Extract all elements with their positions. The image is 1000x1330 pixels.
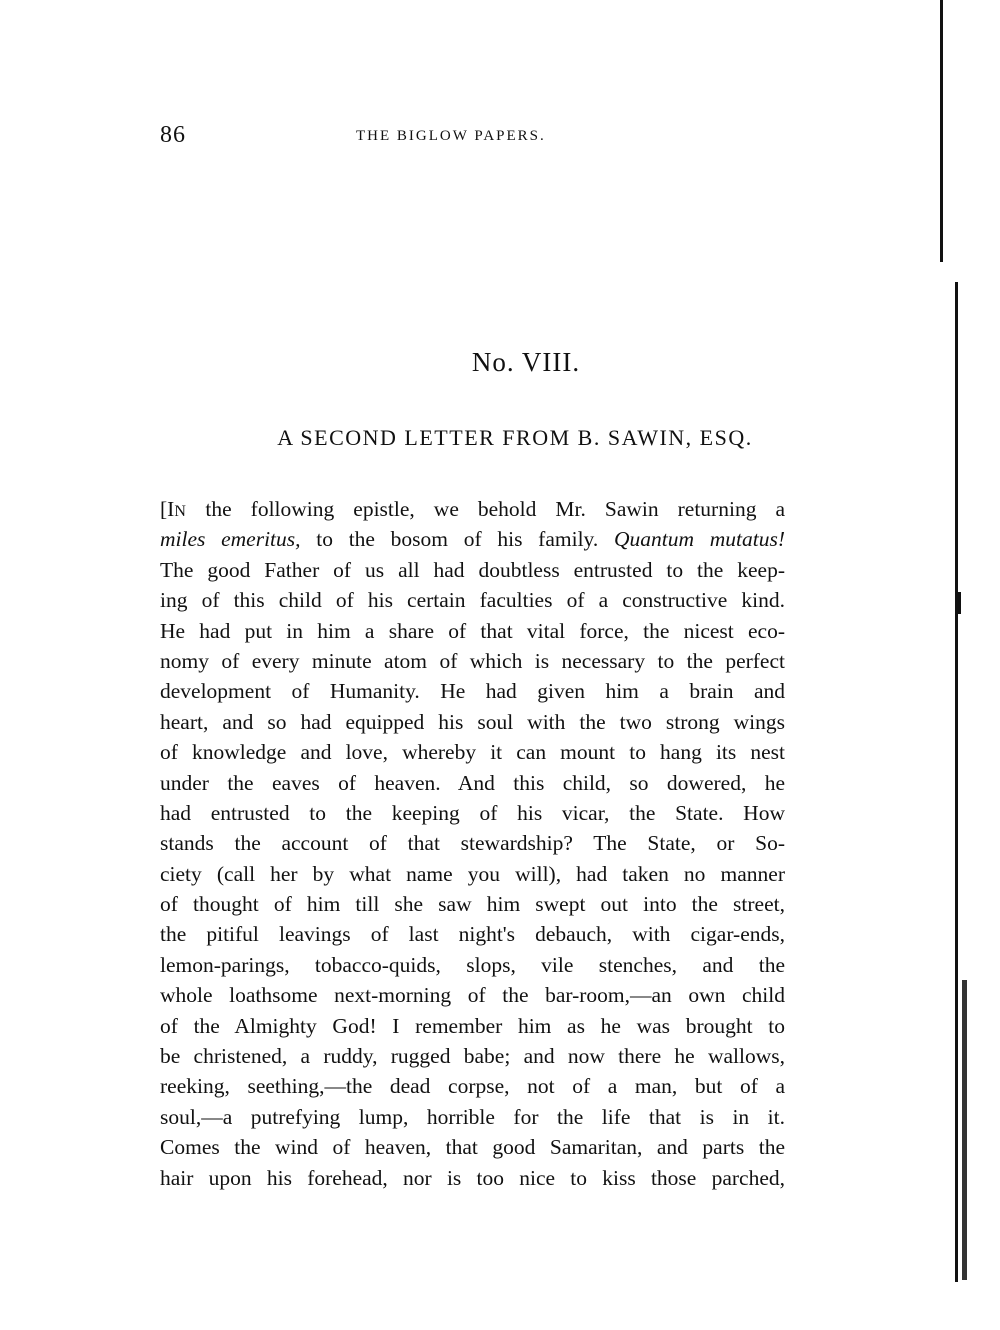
text-line: soul,—a putrefying lump, horrible for the life that is in it. xyxy=(160,1104,785,1129)
text-line: Comes the wind of heaven, that good Samaritan, and parts the xyxy=(160,1135,785,1160)
text-line: lemon-parings, tobacco-quids, slops, vile stenches, and the xyxy=(160,952,785,977)
text-line: had entrusted to the keeping of his vicar, the State. How xyxy=(160,800,785,825)
text-line: nomy of every minute atom of which is necessary to the perfect xyxy=(160,648,785,673)
text-line: [IN the following epistle, we behold Mr. Sawin returning a xyxy=(160,497,785,521)
text-line: under the eaves of heaven. And this child, so dowered, he xyxy=(160,770,785,795)
text-line: be christened, a ruddy, rugged babe; and now there he wallows, xyxy=(160,1044,785,1069)
text-line: whole loathsome next-morning of the bar-room,—an own child xyxy=(160,983,785,1008)
text-line: heart, and so had equipped his soul with the two strong wings xyxy=(160,709,785,734)
text-line: miles emeritus, to the bosom of his family. Quantum mutatus! xyxy=(160,527,785,552)
chapter-title: A SECOND LETTER FROM B. SAWIN, ESQ. xyxy=(277,425,753,450)
text-line: the pitiful leavings of last night's debauch, with cigar-ends, xyxy=(160,922,785,947)
text-line: ing of this child of his certain faculties of a constructive kind. xyxy=(160,588,785,613)
chapter-number: No. VIII. xyxy=(471,347,581,377)
body-paragraph xyxy=(160,494,785,1193)
running-head: THE BIGLOW PAPERS. xyxy=(356,128,546,144)
text-line: of thought of him till she saw him swept out into the street, xyxy=(160,892,785,917)
text-line: of the Almighty God! I remember him as he was brought to xyxy=(160,1013,785,1038)
text-line: The good Father of us all had doubtless entrusted to the keep- xyxy=(160,557,785,582)
page-edge-shadow xyxy=(962,980,967,1280)
text-line: development of Humanity. He had given him a brain and xyxy=(160,679,785,704)
page-edge-line-upper xyxy=(940,0,943,262)
text-line: of knowledge and love, whereby it can mount to hang its nest xyxy=(160,740,785,765)
text-line: stands the account of that stewardship? The State, or So- xyxy=(160,831,785,856)
page-edge-mark xyxy=(957,592,961,614)
text-line: reeking, seething,—the dead corpse, not of a man, but of a xyxy=(160,1074,785,1099)
page-edge-line-lower xyxy=(955,282,958,1282)
page-number: 86 xyxy=(160,122,186,148)
text-line: ciety (call her by what name you will), had taken no manner xyxy=(160,861,785,886)
text-line: He had put in him a share of that vital force, the nicest eco- xyxy=(160,618,785,643)
text-line: hair upon his forehead, nor is too nice to kiss those parched, xyxy=(160,1165,785,1190)
